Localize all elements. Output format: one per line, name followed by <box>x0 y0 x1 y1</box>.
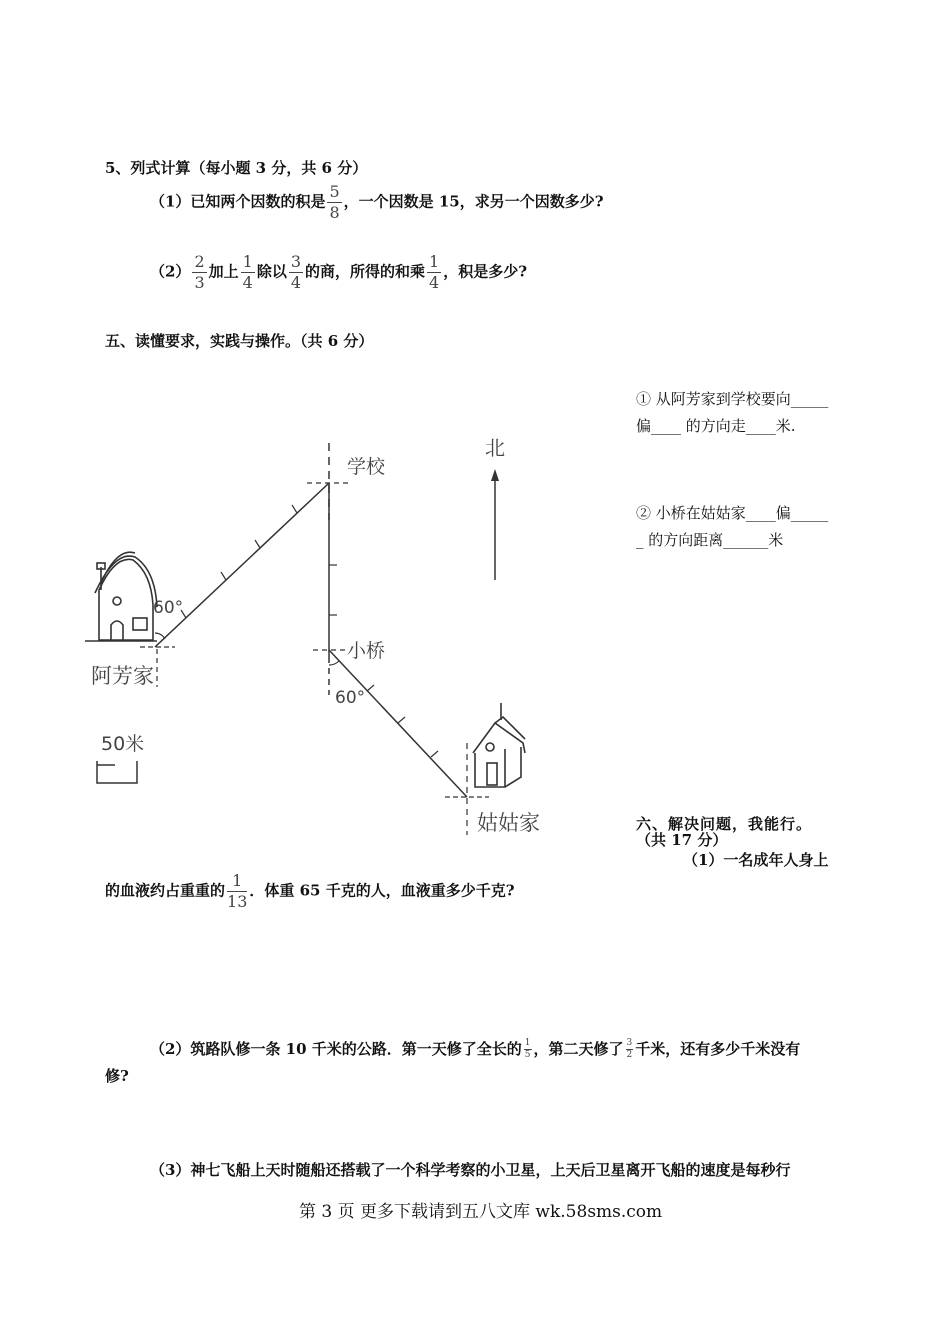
fraction: $\frac{1}{5}$ <box>524 1038 531 1060</box>
afang-home-label: 阿芳家 <box>91 664 154 688</box>
angle-label-1: 60° <box>153 598 184 618</box>
fraction: $\frac{1}{4}$ <box>242 252 253 292</box>
bridge-label: 小桥 <box>347 640 386 662</box>
house-icon <box>85 552 157 641</box>
direction-diagram <box>85 425 615 855</box>
aunt-home-label: 姑姑家 <box>477 811 540 835</box>
house-icon <box>473 703 525 787</box>
side-question-2-line-2: _ 的方向距离______米 <box>636 531 784 549</box>
angle-label-2: 60° <box>335 688 366 708</box>
section6-title: 六、解决问题，我能行。 <box>636 815 813 833</box>
side-question-1-line-1: ① 从阿芳家到学校要向_____ <box>636 390 829 408</box>
fraction: $\frac{2}{3}$ <box>194 252 205 292</box>
question-6-1-start: （1）一名成年人身上 <box>683 851 829 869</box>
scale-label: 50米 <box>101 733 145 755</box>
scale-bar <box>97 761 137 783</box>
fraction: $\frac{1}{4}$ <box>429 252 440 292</box>
section5-title: 5、列式计算（每小题 3 分，共 6 分） <box>105 159 368 177</box>
question-6-2: （2）筑路队修一条 10 千米的公路．第一天修了全长的 $\frac{1}{5}$ ，第二天修了 $\frac{3}{2}$ 千米，还有多少千米没有 <box>150 1038 801 1060</box>
section-five-title: 五、读懂要求，实践与操作。（共 6 分） <box>105 332 374 350</box>
side-question-2-line-1: ② 小桥在姑姑家____偏_____ <box>636 504 829 522</box>
north-label: 北 <box>485 436 505 460</box>
question-5-1: （1）已知两个因数的积是 $\frac{5}{8}$ ，一个因数是 15，求另一个因数多少? <box>150 182 604 222</box>
question-6-2-continued: 修? <box>105 1067 129 1085</box>
north-arrow-icon <box>491 469 499 580</box>
school-label: 学校 <box>347 456 386 478</box>
fraction: $\frac{1}{13}$ <box>227 871 248 911</box>
fraction: $\frac{5}{8}$ <box>329 182 340 222</box>
question-6-1-continued: 的血液约占重重的 $\frac{1}{13}$ ．体重 65 千克的人，血液重多少千克? <box>105 871 515 911</box>
section6-points: （共 17 分） <box>636 831 728 849</box>
side-question-1-line-2: 偏____ 的方向走____米. <box>636 417 796 435</box>
fraction: $\frac{3}{4}$ <box>290 252 302 292</box>
fraction: $\frac{3}{2}$ <box>626 1038 633 1060</box>
page-footer: 第 3 页 更多下载请到五八文库 wk.58sms.com <box>299 1202 663 1222</box>
question-6-3: （3）神七飞船上天时随船还搭载了一个科学考察的小卫星，上天后卫星离开飞船的速度是每秒行 <box>150 1161 791 1179</box>
question-5-2: （2） $\frac{2}{3}$ 加上 $\frac{1}{4}$ 除以 $\frac{3}{4}$ 的商，所得的和乘 $\frac{1}{4}$ ，积是多少? <box>150 252 528 292</box>
